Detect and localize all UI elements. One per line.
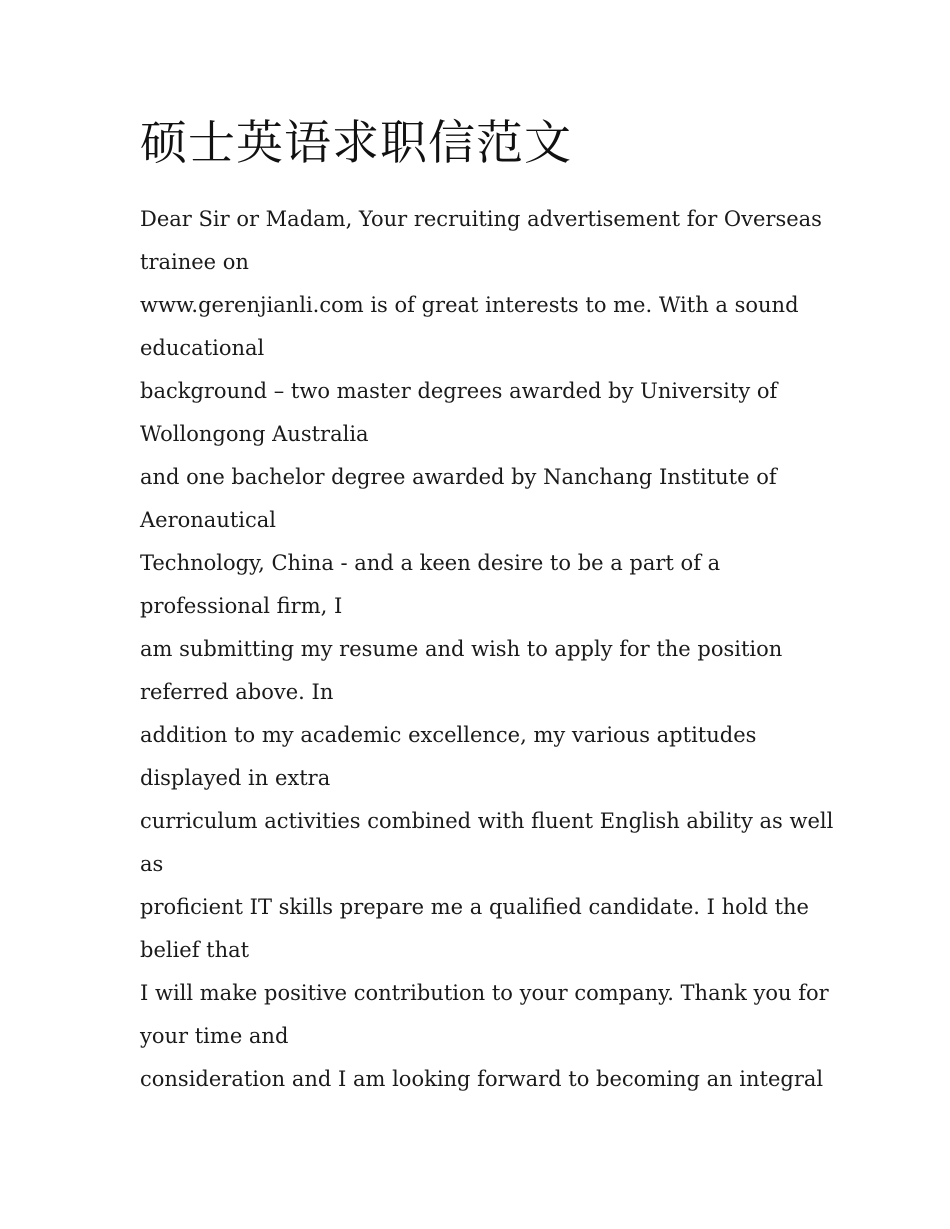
body-line: belief that bbox=[140, 938, 250, 962]
body-line: www.gerenjianli.com is of great interests to me. With a sound bbox=[140, 293, 799, 317]
body-line: Wollongong Australia bbox=[140, 422, 369, 446]
body-line: your time and bbox=[140, 1024, 289, 1048]
body-line: proficient IT skills prepare me a qualified candidate. I hold the bbox=[140, 895, 809, 919]
document-title: 硕士英语求职信范文 bbox=[140, 116, 572, 171]
body-line: referred above. In bbox=[140, 680, 334, 704]
letter-body bbox=[140, 198, 834, 1101]
body-line: and one bachelor degree awarded by Nanchang Institute of bbox=[140, 465, 777, 489]
body-line: professional firm, I bbox=[140, 594, 343, 618]
body-line: addition to my academic excellence, my various aptitudes bbox=[140, 723, 757, 747]
body-line: as bbox=[140, 852, 164, 876]
body-line: I will make positive contribution to your company. Thank you for bbox=[140, 981, 829, 1005]
body-line: trainee on bbox=[140, 250, 249, 274]
body-line: am submitting my resume and wish to apply for the position bbox=[140, 637, 783, 661]
body-line: Technology, China - and a keen desire to be a part of a bbox=[140, 551, 721, 575]
body-line: curriculum activities combined with fluent English ability as well bbox=[140, 809, 834, 833]
body-line: Aeronautical bbox=[140, 508, 276, 532]
body-line: consideration and I am looking forward to becoming an integral bbox=[140, 1067, 824, 1091]
body-line: background – two master degrees awarded by University of bbox=[140, 379, 778, 403]
body-line: displayed in extra bbox=[140, 766, 331, 790]
body-line: Dear Sir or Madam, Your recruiting advertisement for Overseas bbox=[140, 207, 822, 231]
body-line: educational bbox=[140, 336, 265, 360]
